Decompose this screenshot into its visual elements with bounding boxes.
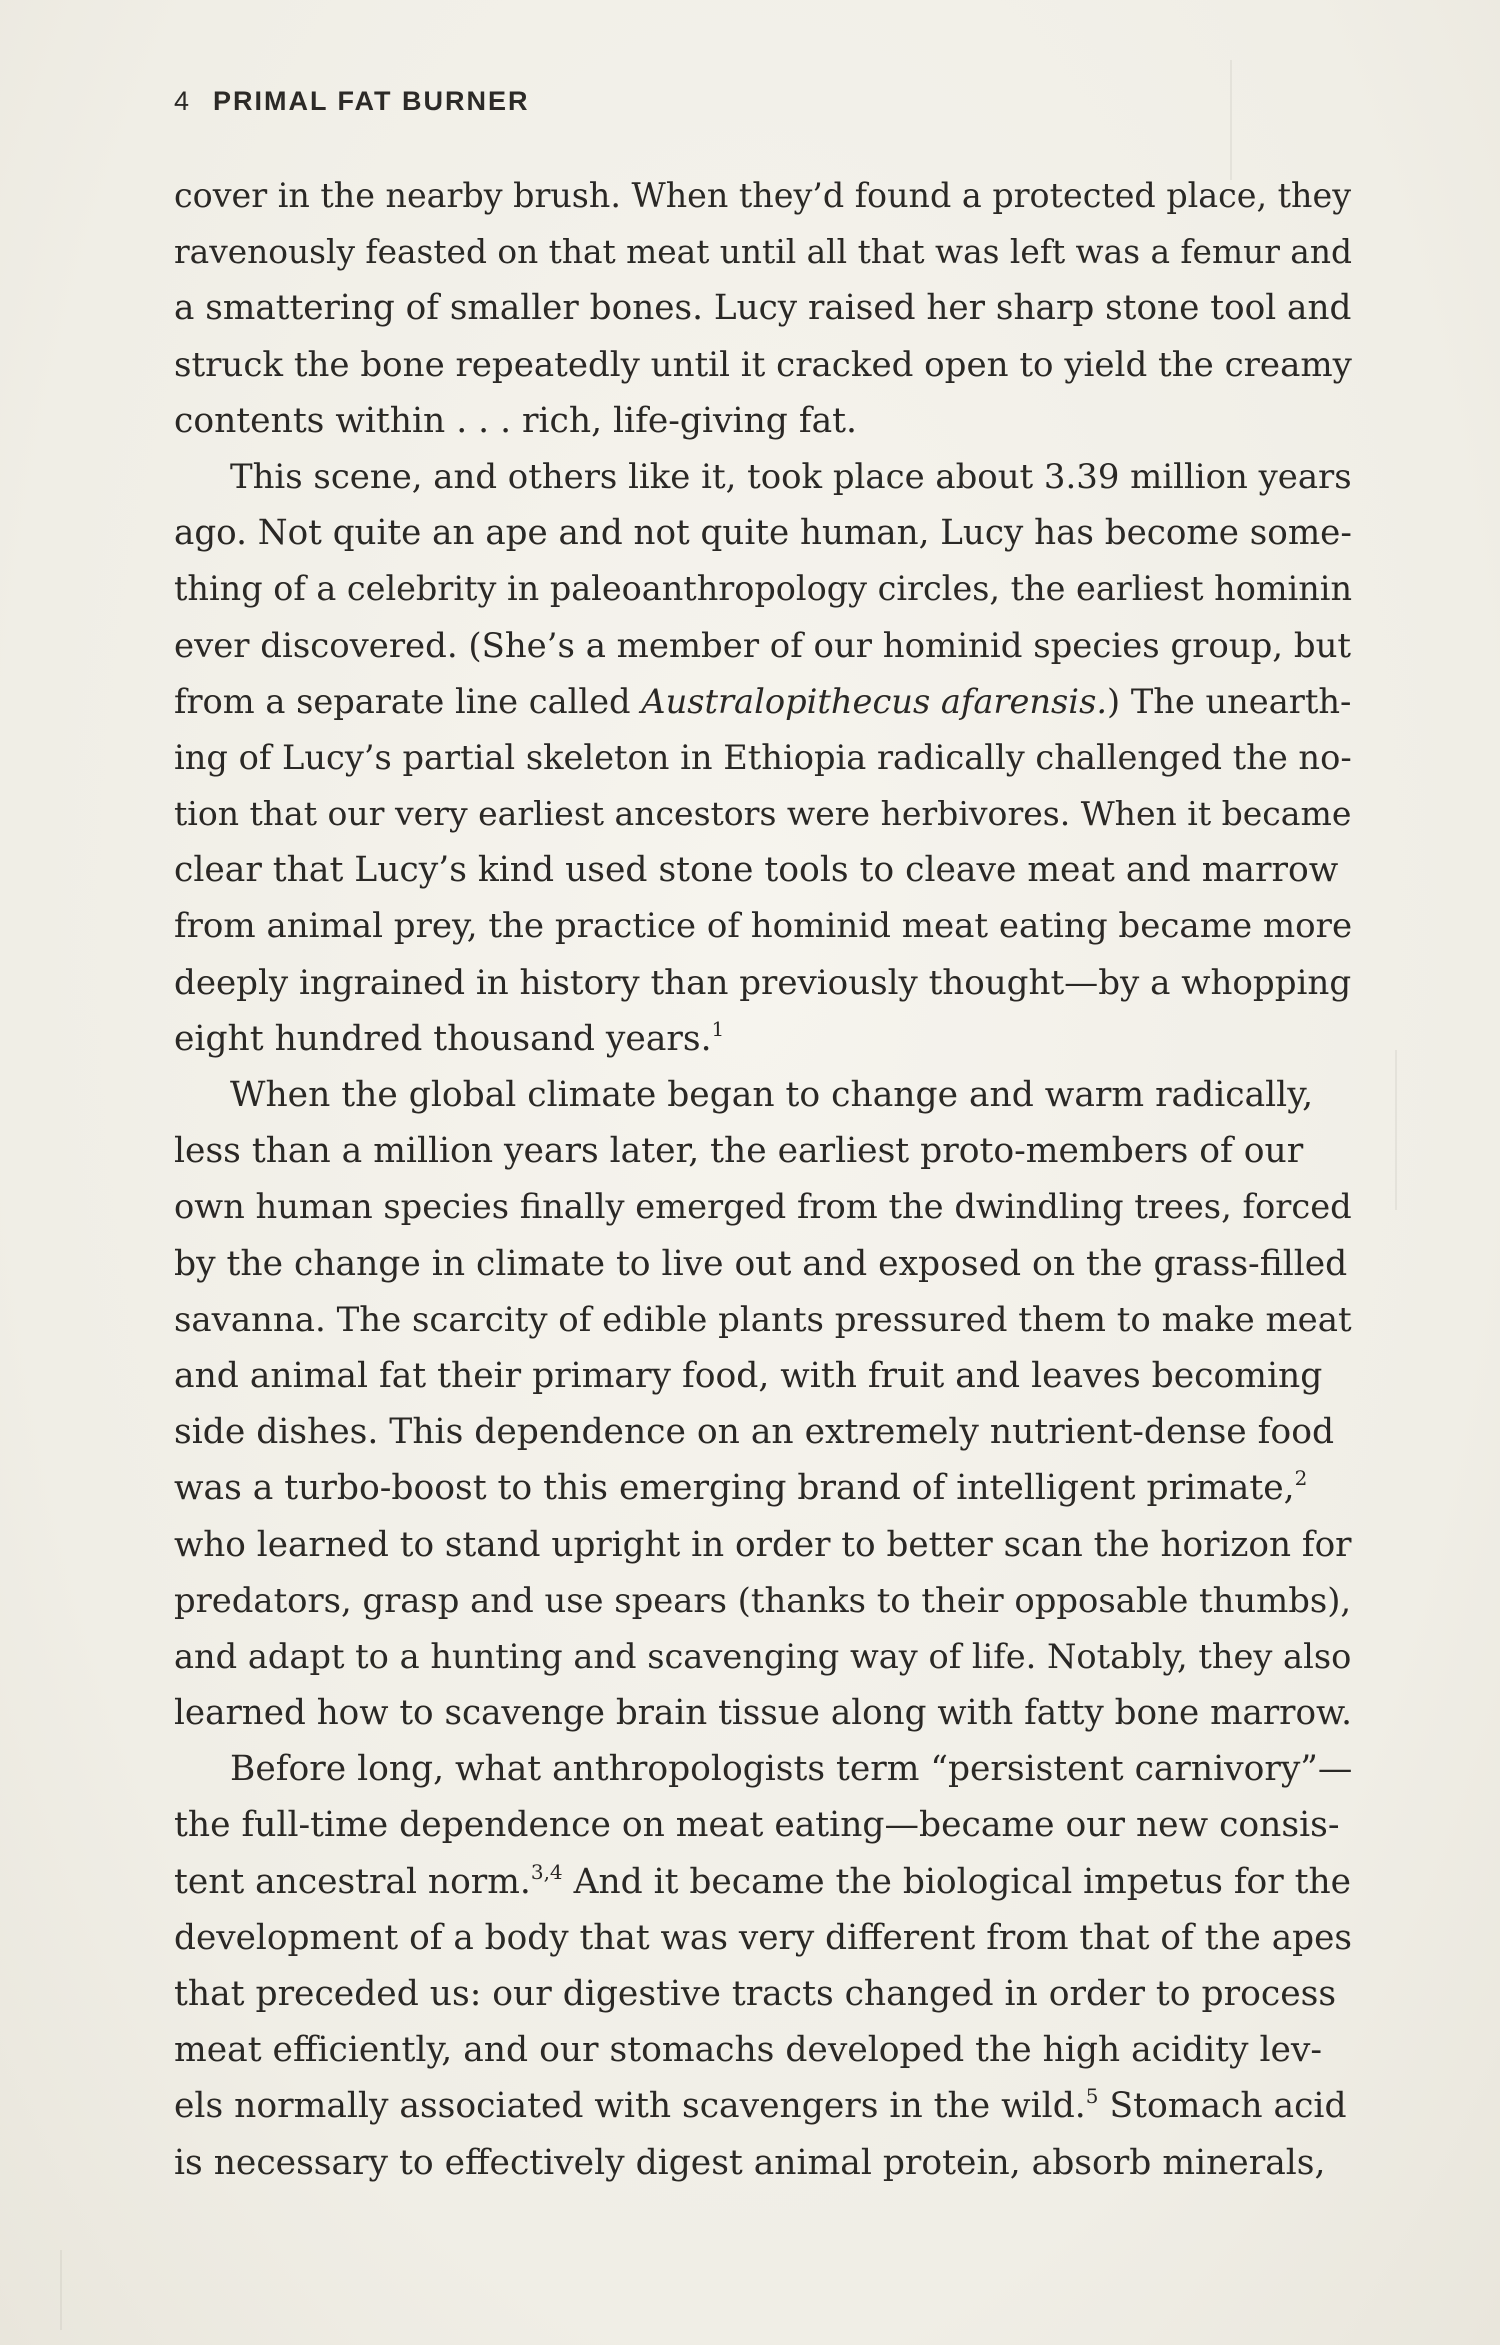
text-line: was a turbo-boost to this emerging brand of intelligent primate,$^2$ — [174, 1466, 1308, 1509]
text-line: learned how to scavenge brain tissue along with fatty bone marrow. — [174, 1693, 1353, 1734]
footnote-ref: 5 — [1085, 2084, 1099, 2109]
text-line: that preceded us: our digestive tracts changed in order to process — [174, 1974, 1337, 2014]
text-line: from animal prey, the practice of hominid meat eating became more — [174, 906, 1353, 947]
text-line: ever discovered. (She’s a member of our hominid species group, but — [174, 625, 1352, 665]
text-line: deeply ingrained in history than previously thought—by a whopping — [174, 962, 1352, 1003]
text-line: the full-time dependence on meat eating—became our new consis- — [174, 1805, 1340, 1846]
text-line: struck the bone repeatedly until it cracked open to yield the creamy — [174, 344, 1352, 385]
text-line: less than a million years later, the earliest proto-members of our — [174, 1131, 1304, 1172]
text-line: ago. Not quite an ape and not quite human, Lucy has become some- — [174, 513, 1352, 554]
text-line: a smattering of smaller bones. Lucy raised her sharp stone tool and — [174, 288, 1352, 329]
text-line: cover in the nearby brush. When they’d found a protected place, they — [174, 176, 1351, 215]
text-line: and animal fat their primary food, with fruit and leaves becoming — [174, 1355, 1323, 1396]
text-line: contents within . . . rich, life-giving fat. — [174, 400, 858, 441]
text-line: tent ancestral norm.$^{3,4}$ And it became the biological impetus for the — [174, 1859, 1352, 1902]
page-number: 4 — [174, 86, 192, 116]
text-line: ing of Lucy’s partial skeleton in Ethiopia radically challenged the no- — [174, 737, 1352, 777]
text-line: own human species finally emerged from the dwindling trees, forced — [174, 1187, 1352, 1227]
text-line: development of a body that was very different from that of the apes — [174, 1917, 1353, 1958]
text-line: savanna. The scarcity of edible plants pressured them to make meat — [174, 1299, 1352, 1340]
text-line: Before long, what anthropologists term “persistent carnivory”— — [230, 1749, 1353, 1790]
text-line: from a separate line called Australopithecus afarensis.) The unearth- — [174, 681, 1352, 721]
text-line: thing of a celebrity in paleoanthropology circles, the earliest hominin — [174, 569, 1352, 609]
text-line: els normally associated with scavengers in the wild.$^5$ Stomach acid — [174, 2084, 1347, 2127]
scan-artifact — [60, 2250, 62, 2330]
species-name: Australopithecus afarensis. — [641, 681, 1108, 721]
footnote-ref: 2 — [1294, 1466, 1308, 1491]
footnote-ref: 3,4 — [530, 1859, 563, 1884]
running-head — [174, 86, 530, 117]
text-line: This scene, and others like it, took place about 3.39 million years — [230, 456, 1352, 496]
text-line: predators, grasp and use spears (thanks to their opposable thumbs), — [174, 1580, 1352, 1620]
text-line: and adapt to a hunting and scavenging way of life. Notably, they also — [174, 1636, 1352, 1676]
text-line: tion that our very earliest ancestors were herbivores. When it became — [174, 794, 1352, 834]
body-text — [174, 168, 1352, 2191]
scan-artifact — [1395, 1050, 1397, 1210]
scan-artifact — [1230, 60, 1232, 180]
book-title: PRIMAL FAT BURNER — [213, 86, 530, 116]
text-line: by the change in climate to live out and exposed on the grass-filled — [174, 1243, 1348, 1284]
text-line: who learned to stand upright in order to better scan the horizon for — [174, 1524, 1352, 1565]
text-line: is necessary to effectively digest animal protein, absorb minerals, — [174, 2142, 1326, 2183]
text-line: eight hundred thousand years.$^1$ — [174, 1016, 725, 1059]
text-line: ravenously feasted on that meat until all that was left was a femur and — [174, 233, 1352, 272]
text-line: clear that Lucy’s kind used stone tools to cleave meat and marrow — [174, 850, 1339, 891]
text-line: meat efficiently, and our stomachs developed the high acidity lev- — [174, 2030, 1323, 2071]
text-line: side dishes. This dependence on an extremely nutrient-dense food — [174, 1412, 1335, 1453]
text-line: When the global climate began to change and warm radically, — [230, 1075, 1314, 1115]
footnote-ref: 1 — [711, 1016, 725, 1041]
